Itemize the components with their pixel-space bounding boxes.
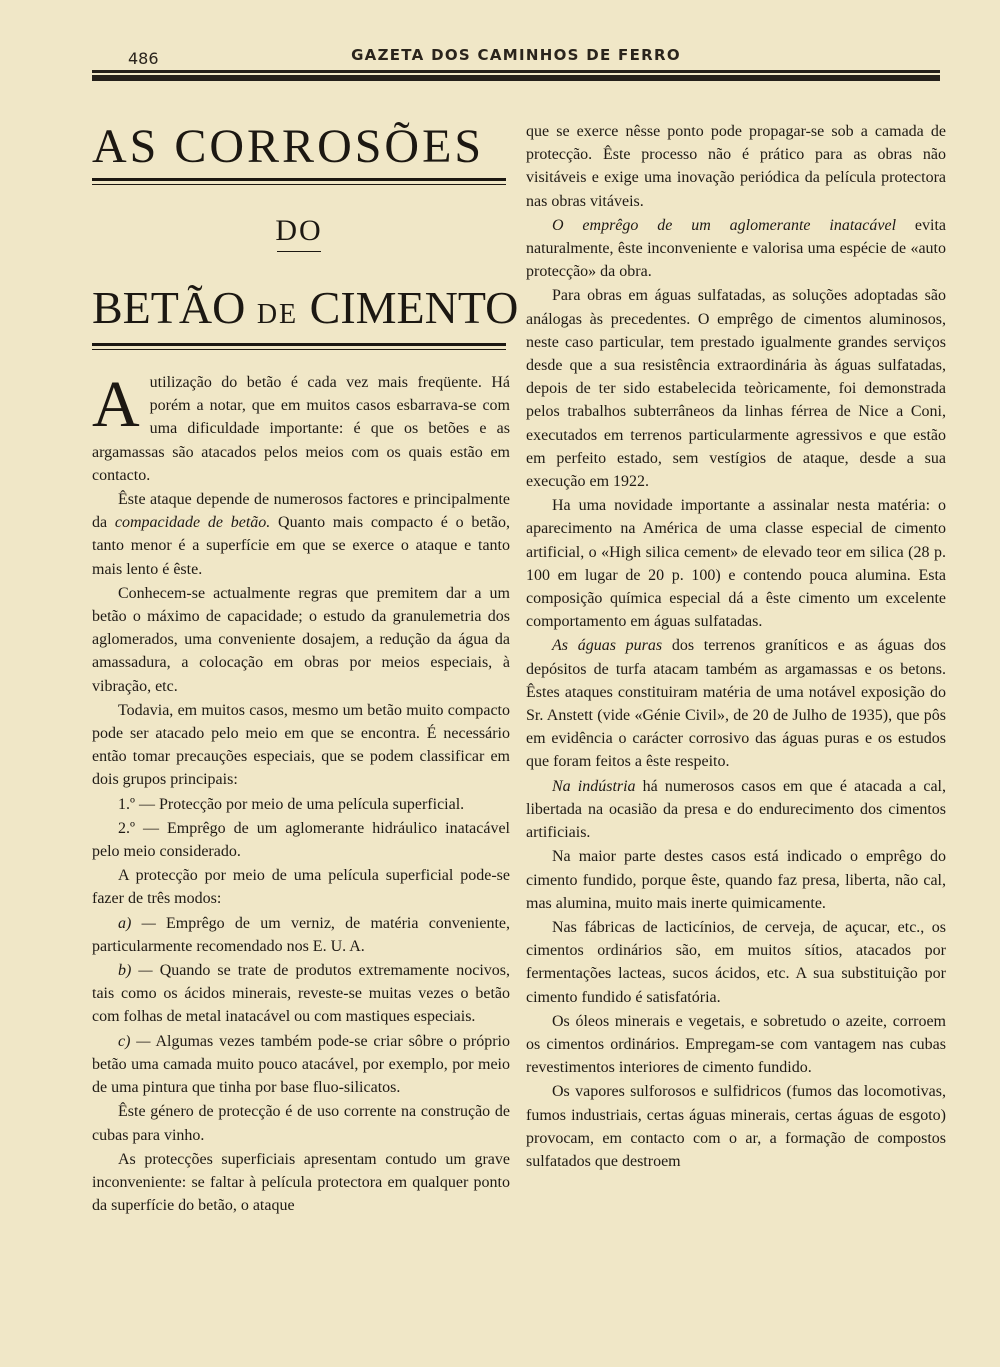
header-rule-thick [92,75,940,81]
title-line-1: AS CORROSÕES [92,120,485,173]
paragraph [526,214,946,284]
paragraph-text: dos terrenos graníticos e as águas dos depósitos de turfa atacam também as argamassas e os betons. Êstes ataques constituiram matéria de uma notável exposição do Sr. Anstett (vide «Génie Civil», de 20 de Julho de 1935), que pôs em evidência o carácter corrosivo das águas puras e os estudos que foram feitos a êste respeito. [526,637,947,771]
paragraph-text: Os óleos minerais e vegetais, e sobretudo o azeite, corroem os cimentos ordinários. Empregam-se com vantagem nas cubas revestimentos interiores de cimento fundido. [526,1012,946,1077]
paragraph-text: há numerosos casos em que é atacada a cal, libertada na ocasião da presa e do endurecimento dos cimentos artificiais. [526,777,946,842]
paragraph-text: Para obras em águas sulfatadas, as soluções adoptadas são análogas às precedentes. O emprêgo de cimentos aluminosos, neste caso particular, tem prestado igualmente grandes serviços desde que a sua resistência extraordinária às águas sulfatadas, depois de ter sido estabelecida teòricamente, foi demonstrada pelos trabalhos subterrâneos da linhas férrea de Nice a Coni, executados em terrenos particularmente agressivos e que estão em perfeito estado, sem vestígios de ataque, desde a sua execução em 1922. [526,287,946,491]
article-title [92,118,519,350]
title-word-betao: BETÃO [92,282,246,333]
paragraph-text: que se exerce nêsse ponto pode propagar-se sob a camada de protecção. Êste processo não é prático para as obras não visitáveis e exige uma inovação periódica da película protectora nas obras vitáveis. [526,123,946,210]
paragraph-text: 2.º — Emprêgo de um aglomerante hidráulico inatacável pelo meio considerado. [92,819,510,861]
paragraph-text: Ha uma novidade importante a assinalar nesta matéria: o aparecimento na América de uma classe especial de cimento artificial, o «High silica cement» de elevado teor em silica (28 p. 100 em lugar de 20 p. 100) e contendo pouca alumina. Esta composição química especial dá a êste cimento um excelente comportamento em águas sulfatadas. [526,497,946,631]
paragraph-text: Emprêgo de um verniz, de matéria conveniente, particularmente recomendado nos E. U. A. [92,914,510,955]
paragraph [526,494,946,633]
paragraph-text: utilização do betão é cada vez mais freqüente. Há porém a notar, que em muitos casos esbarrava-se com uma dificuldade importante: é que os betões e as argamassas são atacados pelos meios com os quais estão em contacto. [92,374,510,484]
paragraph [92,1030,510,1100]
paragraph [92,912,510,958]
paragraph-text: Algumas vezes também pode-se criar sôbre o próprio betão uma camada muito pouco atacável, por exemplo, por meio de uma pintura que tinha por base fluo-silicatos. [92,1032,511,1097]
paragraph-text: Êste ataque depende de numerosos factores e principalmente da [92,491,510,532]
paragraph [526,634,946,773]
emphasis-text: O emprêgo de um aglomerante inatacável [552,216,897,234]
title-rule-thin [92,184,506,185]
paragraph [526,916,946,1009]
paragraph-text: Quando se trate de produtos extremamente nocivos, tais como os ácidos minerais, reveste-se muitas vezes o betão com folhas de metal inatacável ou com mastiques especiais. [92,962,510,1026]
paragraph [92,864,510,910]
header-rule [92,70,940,73]
paragraph [526,284,946,493]
right-column [526,120,946,1173]
paragraph-text: Na maior parte destes casos está indicado o emprêgo do cimento fundido, porque êste, quando faz presa, liberta, não cal, mas alumina, muito mais inerte quimicamente. [526,848,946,912]
paragraph-text: Nas fábricas de lacticínios, de cerveja, de açucar, etc., os cimentos ordinários são, em muitos sítios, atacados por fermentações lacteas, sucos ácidos, etc. A sua substituição por cimento fundido é satisfatória. [526,918,946,1006]
paragraph [526,1080,946,1173]
paragraph-text: Os vapores sulforosos e sulfidricos (fumos das locomotivas, fumos industriais, certas águas minerais, certas águas de esgoto) provocam, em contacto com o ar, a formação de compostos sulfatados que destroem [526,1083,946,1170]
title-line-2: DO [275,214,323,247]
emphasis-text: c) — [118,1032,151,1050]
emphasis-text: As águas puras [552,637,663,655]
paragraph-text: Todavia, em muitos casos, mesmo um betão muito compacto pode ser atacado pelo meio em que se encontra. É necessário então tomar precauções especiais, que se podem classificar em dois grupos principais: [92,701,510,789]
paragraph [526,775,946,845]
paragraph [92,368,510,487]
journal-title: GAZETA DOS CAMINHOS DE FERRO [351,46,681,64]
paragraph-text: 1.º — Protecção por meio de uma película superficial. [118,795,465,813]
paragraph-text: A protecção por meio de uma película superficial pode-se fazer de três modos: [92,867,510,908]
title-word-de: DE [256,299,299,330]
page-number: 486 [128,49,159,68]
left-column [92,368,511,1217]
paragraph [92,817,510,863]
paragraph-text: Êste género de protecção é de uso corrente na construção de cubas para vinho. [92,1103,510,1144]
title-line-3 [92,282,519,341]
emphasis-text: Na indústria [552,777,636,795]
paragraph [92,699,510,792]
paragraph-text: Quanto mais compacto é o betão, tanto menor é a superfície em que se exerce o ataque e tanto mais lento é êste. [92,514,510,578]
paragraph-text: Conhecem-se actualmente regras que premitem dar a um betão o máximo de capacidade; o estudo da granulemetria dos aglomerados, uma conveniente dosajem, a redução da água da amassadura, a colocação em obras por meios especiais, à vibração, etc. [92,584,510,695]
emphasis-text: a) — [118,914,156,932]
title-rule [92,178,506,181]
title-rule-bottom-thin [92,349,506,350]
drop-cap: A [92,368,140,441]
paragraph [526,120,946,213]
paragraph [92,959,510,1029]
title-rule-bottom [92,343,506,346]
paragraph [526,1010,946,1080]
paragraph [526,845,946,915]
title-line-2-underline [277,251,321,252]
emphasis-text: compacidade de betão. [114,514,271,532]
paragraph-text: As protecções superficiais apresentam contudo um grave inconveniente: se faltar à película protectora em qualquer ponto da superfície do betão, o ataque [92,1150,510,1215]
paragraph [92,793,510,816]
paragraph-text: evita naturalmente, êste inconveniente e valorisa uma espécie de «auto protecção» da obra. [526,216,947,281]
emphasis-text: b) — [118,962,153,980]
title-word-cimento: CIMENTO [309,282,519,333]
paragraph [92,582,510,698]
paragraph [92,1100,510,1146]
paragraph [92,488,510,581]
paragraph [92,1148,510,1218]
